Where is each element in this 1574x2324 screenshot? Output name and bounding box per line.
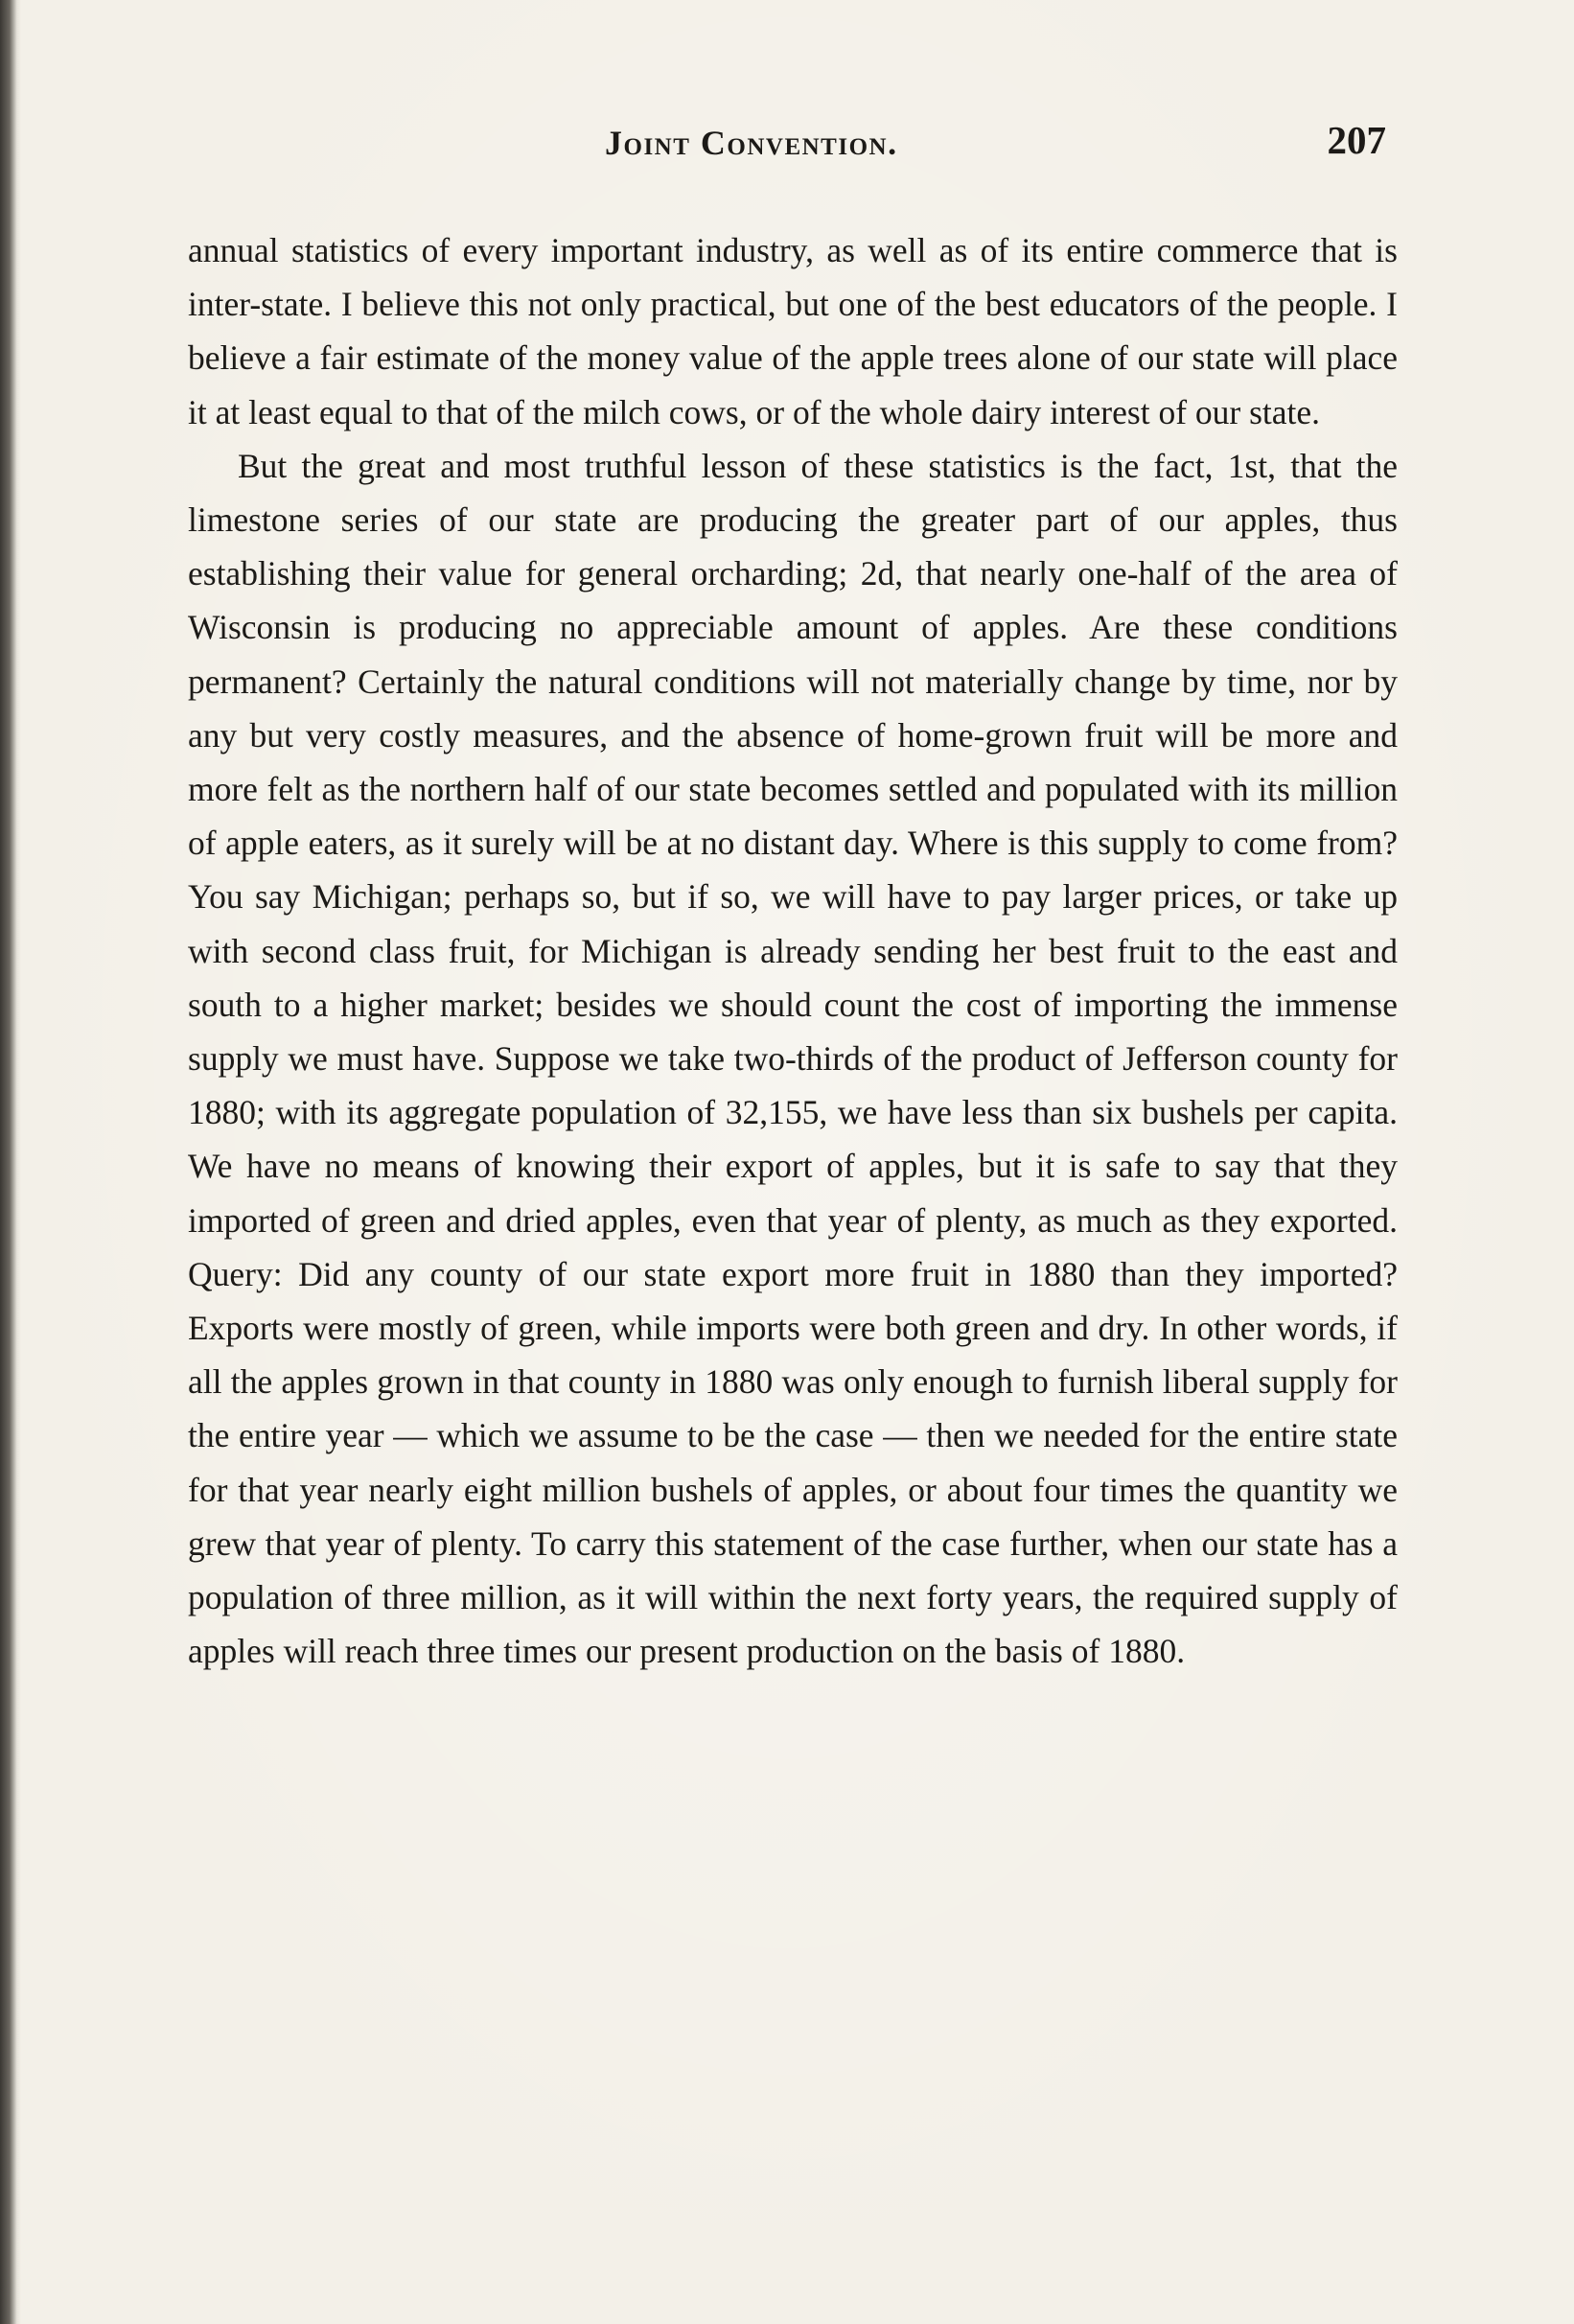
page-number: 207 bbox=[1327, 118, 1386, 162]
page-header bbox=[188, 118, 1386, 180]
paragraph-statistics-lesson: But the great and most truthful lesson of these statistics is the fact, 1st, that the limestone series of our state are producing the greater part of our apples, thus establishing their value for general orcharding; 2d, that nearly one-half of the area of Wisconsin is producing no appreciable amount of apples. Are these conditions permanent? Certainly the natural conditions will not materially change by time, nor by any but very costly measures, and the absence of home-grown fruit will be more and more felt as the northern half of our state becomes settled and populated with its million of apple eaters, as it surely will be at no distant day. Where is this supply to come from? You say Michigan; perhaps so, but if so, we will have to pay larger prices, or take up with second class fruit, for Michigan is already sending her best fruit to the east and south to a higher market; besides we should count the cost of importing the immense supply we must have. Suppose we take two-thirds of the product of Jefferson county for 1880; with its aggregate population of 32,155, we have less than six bushels per capita. We have no means of knowing their export of apples, but it is safe to say that they imported of green and dried apples, even that year of plenty, as much as they exported. Query: Did any county of our state export more fruit in 1880 than they imported? Exports were mostly of green, while imports were both green and dry. In other words, if all the apples grown in that county in 1880 was only enough to furnish liberal supply for the entire year — which we assume to be the case — then we needed for the entire state for that year nearly eight million bushels of apples, or about four times the quantity we grew that year of plenty. To carry this statement of the case further, when our state has a population of three million, as it will within the next forty years, the required supply of apples will reach three times our present production on the basis of 1880. bbox=[188, 446, 1398, 1671]
body-text bbox=[188, 223, 1398, 1678]
binding-gutter-shadow bbox=[0, 0, 21, 2324]
paragraph-continued: annual statistics of every important industry, as well as of its entire commerce that is inter-state. I believe this not only practical, but one of the best educators of the people. I believe a fair estimate of the money value of the apple trees alone of our state will place it at least equal to that of the milch cows, or of the whole dairy interest of our state. bbox=[188, 231, 1398, 431]
running-head: Joint Convention. bbox=[605, 124, 898, 162]
